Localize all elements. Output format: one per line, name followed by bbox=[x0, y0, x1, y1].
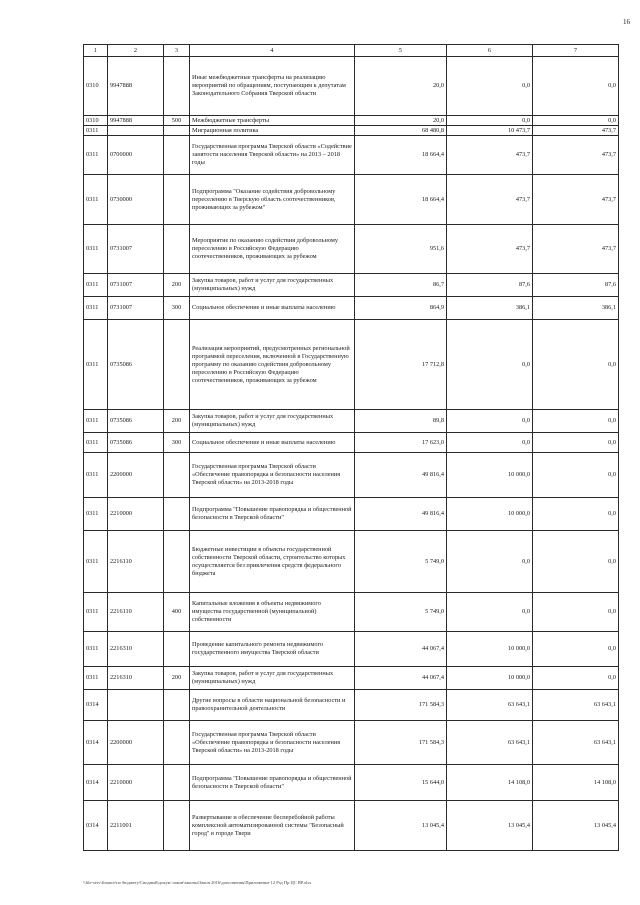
table-row bbox=[84, 498, 619, 531]
amount-2018-cell: 63 643,1 bbox=[533, 721, 619, 765]
amount-2018-cell: 0,0 bbox=[533, 498, 619, 531]
expense-type-cell: 500 bbox=[164, 116, 190, 126]
header-cell: 3 bbox=[164, 45, 190, 57]
description-cell: Государственная программа Тверской области «Обеспечение правопорядка и безопасности населения Тверской области» на 2013-2018 годы bbox=[190, 453, 355, 498]
header-cell: 1 bbox=[84, 45, 108, 57]
amount-2016-cell: 20,0 bbox=[355, 116, 447, 126]
amount-2018-cell: 0,0 bbox=[533, 667, 619, 690]
amount-2016-cell: 49 816,4 bbox=[355, 498, 447, 531]
budget-table bbox=[83, 44, 619, 851]
expense-type-cell: 300 bbox=[164, 433, 190, 453]
section-code-cell: 0311 bbox=[84, 320, 108, 410]
expense-type-cell bbox=[164, 57, 190, 116]
target-code-cell: 2216110 bbox=[108, 593, 164, 632]
page-number: 16 bbox=[623, 18, 630, 26]
section-code-cell: 0311 bbox=[84, 126, 108, 136]
table-row bbox=[84, 136, 619, 175]
target-code-cell: 0731007 bbox=[108, 297, 164, 320]
description-cell: Закупка товаров, работ и услуг для государственных (муниципальных) нужд bbox=[190, 667, 355, 690]
amount-2017-cell: 386,1 bbox=[447, 297, 533, 320]
expense-type-cell bbox=[164, 498, 190, 531]
amount-2016-cell: 951,6 bbox=[355, 225, 447, 274]
description-cell: Капитальные вложения в объекты недвижимого имущества государственной (муниципальной) собственности bbox=[190, 593, 355, 632]
table-row bbox=[84, 667, 619, 690]
amount-2018-cell: 0,0 bbox=[533, 410, 619, 433]
amount-2018-cell: 0,0 bbox=[533, 593, 619, 632]
section-code-cell: 0311 bbox=[84, 453, 108, 498]
description-cell: Государственная программа Тверской области «Обеспечение правопорядка и безопасности населения Тверской области» на 2013-2018 годы bbox=[190, 721, 355, 765]
amount-2017-cell: 10 000,0 bbox=[447, 453, 533, 498]
expense-type-cell bbox=[164, 721, 190, 765]
amount-2018-cell: 473,7 bbox=[533, 126, 619, 136]
table-row bbox=[84, 433, 619, 453]
amount-2016-cell: 5 749,0 bbox=[355, 531, 447, 593]
amount-2016-cell: 18 664,4 bbox=[355, 175, 447, 225]
target-code-cell: 0700000 bbox=[108, 136, 164, 175]
expense-type-cell: 200 bbox=[164, 410, 190, 433]
section-code-cell: 0314 bbox=[84, 801, 108, 851]
amount-2018-cell: 473,7 bbox=[533, 136, 619, 175]
target-code-cell: 0735086 bbox=[108, 410, 164, 433]
amount-2016-cell: 17 712,8 bbox=[355, 320, 447, 410]
target-code-cell: 2210000 bbox=[108, 498, 164, 531]
section-code-cell: 0314 bbox=[84, 690, 108, 721]
section-code-cell: 0310 bbox=[84, 57, 108, 116]
amount-2016-cell: 68 480,8 bbox=[355, 126, 447, 136]
description-cell: Закупка товаров, работ и услуг для государственных (муниципальных) нужд bbox=[190, 274, 355, 297]
table-row bbox=[84, 274, 619, 297]
amount-2018-cell: 473,7 bbox=[533, 225, 619, 274]
amount-2017-cell: 0,0 bbox=[447, 57, 533, 116]
amount-2017-cell: 0,0 bbox=[447, 433, 533, 453]
target-code-cell: 2216110 bbox=[108, 531, 164, 593]
section-code-cell: 0311 bbox=[84, 136, 108, 175]
target-code-cell bbox=[108, 690, 164, 721]
amount-2017-cell: 13 045,4 bbox=[447, 801, 533, 851]
table-row bbox=[84, 453, 619, 498]
table-row bbox=[84, 410, 619, 433]
amount-2017-cell: 0,0 bbox=[447, 320, 533, 410]
amount-2018-cell: 87,6 bbox=[533, 274, 619, 297]
amount-2016-cell: 86,7 bbox=[355, 274, 447, 297]
amount-2017-cell: 0,0 bbox=[447, 116, 533, 126]
amount-2016-cell: 18 664,4 bbox=[355, 136, 447, 175]
description-cell: Бюджетные инвестиции в объекты государственной собственности Тверской области, строительство которых осуществляется без привлечения средств федерального бюджета bbox=[190, 531, 355, 593]
table-row bbox=[84, 531, 619, 593]
description-cell: Мероприятие по оказанию содействия добровольному переселению в Российскую Федерацию соотечественников, проживающих за рубежом bbox=[190, 225, 355, 274]
amount-2017-cell: 63 643,1 bbox=[447, 690, 533, 721]
expense-type-cell bbox=[164, 453, 190, 498]
amount-2017-cell: 473,7 bbox=[447, 175, 533, 225]
description-cell: Развертывание и обеспечение бесперебойной работы комплексной автоматизированной системы "Безопасный город" в городе Твери bbox=[190, 801, 355, 851]
target-code-cell: 9947888 bbox=[108, 116, 164, 126]
amount-2016-cell: 864,9 bbox=[355, 297, 447, 320]
description-cell: Государственная программа Тверской области «Содействие занятости населения Тверской области» на 2013 – 2018 годы bbox=[190, 136, 355, 175]
amount-2017-cell: 473,7 bbox=[447, 136, 533, 175]
amount-2017-cell: 0,0 bbox=[447, 410, 533, 433]
target-code-cell: 2211001 bbox=[108, 801, 164, 851]
amount-2016-cell: 5 749,0 bbox=[355, 593, 447, 632]
section-code-cell: 0311 bbox=[84, 297, 108, 320]
section-code-cell: 0311 bbox=[84, 531, 108, 593]
table-header-row bbox=[84, 45, 619, 57]
amount-2017-cell: 0,0 bbox=[447, 531, 533, 593]
target-code-cell: 2216310 bbox=[108, 632, 164, 667]
amount-2018-cell: 0,0 bbox=[533, 453, 619, 498]
target-code-cell: 2200000 bbox=[108, 453, 164, 498]
description-cell: Подпрограмма "Повышение правопорядка и общественной безопасности в Тверской области" bbox=[190, 765, 355, 801]
expense-type-cell: 300 bbox=[164, 297, 190, 320]
amount-2016-cell: 89,8 bbox=[355, 410, 447, 433]
amount-2016-cell: 171 584,3 bbox=[355, 721, 447, 765]
expense-type-cell: 400 bbox=[164, 593, 190, 632]
section-code-cell: 0314 bbox=[84, 721, 108, 765]
table-row bbox=[84, 690, 619, 721]
table-row bbox=[84, 116, 619, 126]
amount-2016-cell: 44 067,4 bbox=[355, 632, 447, 667]
amount-2017-cell: 14 108,0 bbox=[447, 765, 533, 801]
description-cell: Подпрограмма "Оказание содействия добровольному переселению в Тверскую область соотечественников, проживающих за рубежом" bbox=[190, 175, 355, 225]
expense-type-cell bbox=[164, 126, 190, 136]
table-row bbox=[84, 225, 619, 274]
amount-2017-cell: 0,0 bbox=[447, 593, 533, 632]
target-code-cell: 2200000 bbox=[108, 721, 164, 765]
amount-2017-cell: 87,6 bbox=[447, 274, 533, 297]
description-cell: Иные межбюджетные трансферты на реализацию мероприятий по обращениям, поступающим к депутатам Законодательного Собрания Тверской области bbox=[190, 57, 355, 116]
section-code-cell: 0310 bbox=[84, 116, 108, 126]
table-row bbox=[84, 175, 619, 225]
header-cell: 4 bbox=[190, 45, 355, 57]
section-code-cell: 0311 bbox=[84, 175, 108, 225]
target-code-cell: 0730000 bbox=[108, 175, 164, 225]
amount-2018-cell: 0,0 bbox=[533, 531, 619, 593]
table-row bbox=[84, 297, 619, 320]
section-code-cell: 0311 bbox=[84, 433, 108, 453]
amount-2016-cell: 44 067,4 bbox=[355, 667, 447, 690]
amount-2016-cell: 15 644,0 bbox=[355, 765, 447, 801]
section-code-cell: 0311 bbox=[84, 593, 108, 632]
section-code-cell: 0314 bbox=[84, 765, 108, 801]
target-code-cell: 0731007 bbox=[108, 274, 164, 297]
amount-2018-cell: 0,0 bbox=[533, 57, 619, 116]
expense-type-cell: 200 bbox=[164, 274, 190, 297]
amount-2018-cell: 14 108,0 bbox=[533, 765, 619, 801]
target-code-cell: 9947888 bbox=[108, 57, 164, 116]
expense-type-cell bbox=[164, 531, 190, 593]
amount-2017-cell: 10 000,0 bbox=[447, 498, 533, 531]
amount-2018-cell: 0,0 bbox=[533, 632, 619, 667]
amount-2018-cell: 473,7 bbox=[533, 175, 619, 225]
amount-2017-cell: 63 643,1 bbox=[447, 721, 533, 765]
section-code-cell: 0311 bbox=[84, 410, 108, 433]
target-code-cell: 2210000 bbox=[108, 765, 164, 801]
expense-type-cell: 200 bbox=[164, 667, 190, 690]
amount-2017-cell: 10 000,0 bbox=[447, 632, 533, 667]
amount-2018-cell: 386,1 bbox=[533, 297, 619, 320]
section-code-cell: 0311 bbox=[84, 225, 108, 274]
amount-2016-cell: 20,0 bbox=[355, 57, 447, 116]
description-cell: Миграционная политика bbox=[190, 126, 355, 136]
table-row bbox=[84, 57, 619, 116]
table-row bbox=[84, 126, 619, 136]
amount-2018-cell: 0,0 bbox=[533, 116, 619, 126]
expense-type-cell bbox=[164, 225, 190, 274]
target-code-cell: 0735086 bbox=[108, 320, 164, 410]
amount-2016-cell: 171 584,3 bbox=[355, 690, 447, 721]
amount-2016-cell: 49 816,4 bbox=[355, 453, 447, 498]
description-cell: Проведение капитального ремонта недвижимого государственного имущества Тверской области bbox=[190, 632, 355, 667]
description-cell: Социальное обеспечение и иные выплаты населению bbox=[190, 433, 355, 453]
description-cell: Реализация мероприятий, предусмотренных региональной программой переселения, включенной в Государственную программу по оказанию содействия добровольному переселению в Российскую Федерацию соотечественников, проживающих за рубежом bbox=[190, 320, 355, 410]
description-cell: Подпрограмма "Повышение правопорядка и общественной безопасности в Тверской области" bbox=[190, 498, 355, 531]
expense-type-cell bbox=[164, 320, 190, 410]
amount-2018-cell: 13 045,4 bbox=[533, 801, 619, 851]
table-row bbox=[84, 632, 619, 667]
expense-type-cell bbox=[164, 632, 190, 667]
header-cell: 5 bbox=[355, 45, 447, 57]
target-code-cell: 0735086 bbox=[108, 433, 164, 453]
table-row bbox=[84, 593, 619, 632]
header-cell: 6 bbox=[447, 45, 533, 57]
section-code-cell: 0311 bbox=[84, 498, 108, 531]
description-cell: Межбюджетные трансферты bbox=[190, 116, 355, 126]
table-row bbox=[84, 765, 619, 801]
header-cell: 7 bbox=[533, 45, 619, 57]
expense-type-cell bbox=[164, 765, 190, 801]
table-row bbox=[84, 721, 619, 765]
expense-type-cell bbox=[164, 136, 190, 175]
amount-2018-cell: 0,0 bbox=[533, 433, 619, 453]
header-cell: 2 bbox=[108, 45, 164, 57]
target-code-cell: 2216310 bbox=[108, 667, 164, 690]
amount-2016-cell: 13 045,4 bbox=[355, 801, 447, 851]
expense-type-cell bbox=[164, 801, 190, 851]
file-path-footer: \\file-serv\finance\по бюджету\Сводный\докум.\закон\законы\Закон 2016\дополнения\Приложение 12 Рзд Пр ЦС ВР.xlsx bbox=[83, 880, 312, 885]
expense-type-cell bbox=[164, 690, 190, 721]
table-row bbox=[84, 320, 619, 410]
expense-type-cell bbox=[164, 175, 190, 225]
table-row bbox=[84, 801, 619, 851]
amount-2017-cell: 10 473,7 bbox=[447, 126, 533, 136]
amount-2018-cell: 0,0 bbox=[533, 320, 619, 410]
section-code-cell: 0311 bbox=[84, 274, 108, 297]
section-code-cell: 0311 bbox=[84, 667, 108, 690]
description-cell: Закупка товаров, работ и услуг для государственных (муниципальных) нужд bbox=[190, 410, 355, 433]
amount-2017-cell: 473,7 bbox=[447, 225, 533, 274]
section-code-cell: 0311 bbox=[84, 632, 108, 667]
amount-2017-cell: 10 000,0 bbox=[447, 667, 533, 690]
target-code-cell: 0731007 bbox=[108, 225, 164, 274]
description-cell: Другие вопросы в области национальной безопасности и правоохранительной деятельности bbox=[190, 690, 355, 721]
amount-2018-cell: 63 643,1 bbox=[533, 690, 619, 721]
amount-2016-cell: 17 623,0 bbox=[355, 433, 447, 453]
target-code-cell bbox=[108, 126, 164, 136]
description-cell: Социальное обеспечение и иные выплаты населению bbox=[190, 297, 355, 320]
